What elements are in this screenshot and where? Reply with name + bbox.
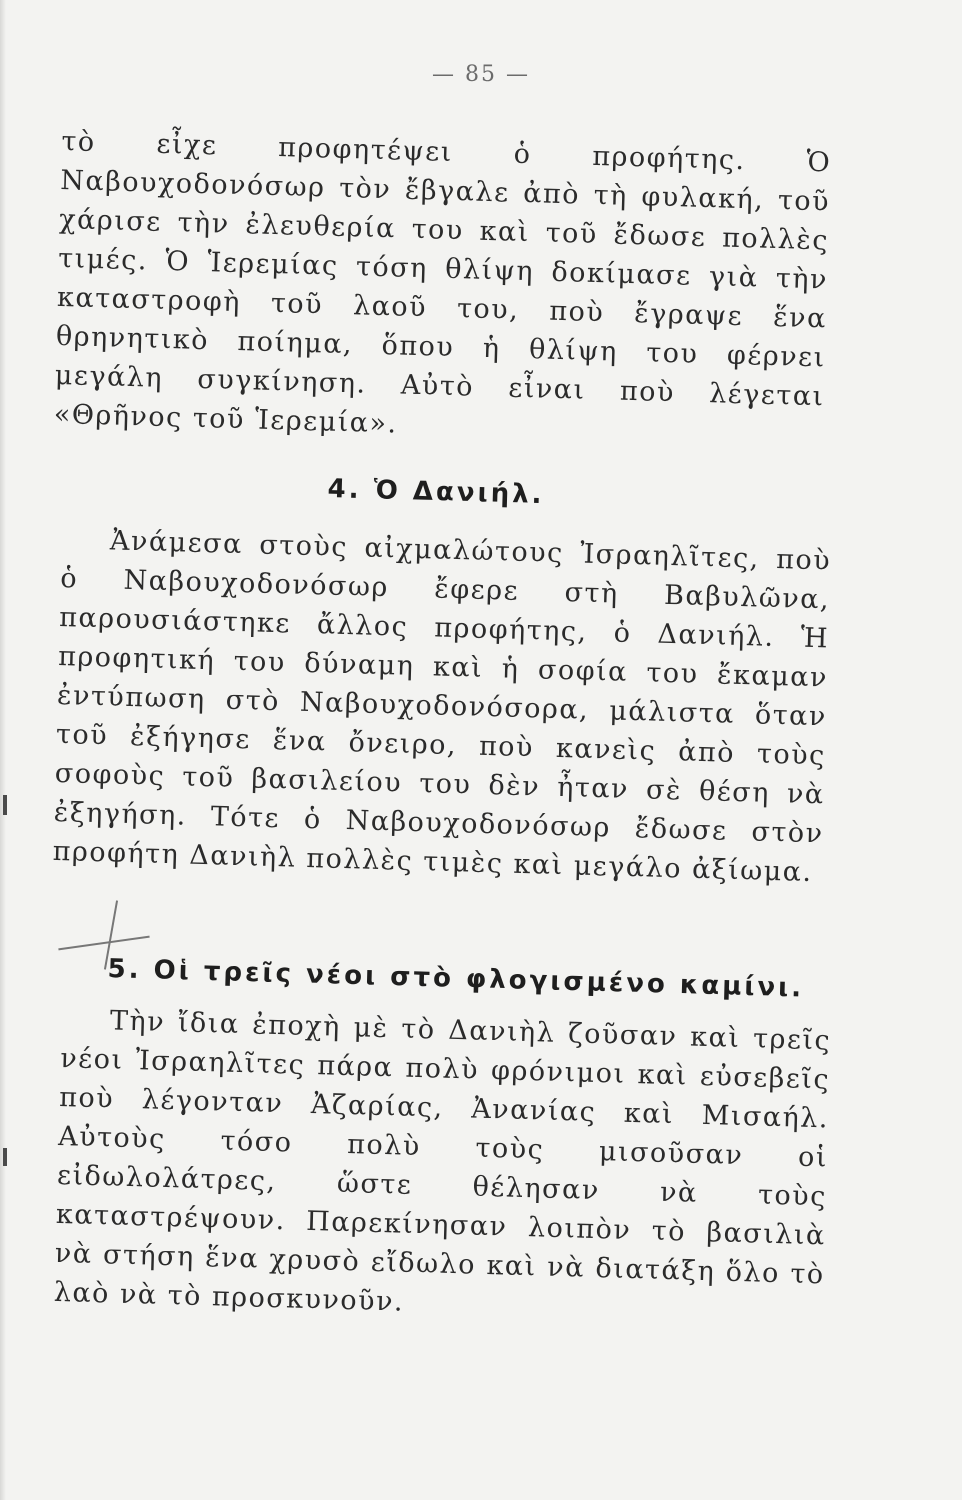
paragraph-block-3 <box>53 1000 831 1333</box>
section-heading-4: 4. Ὁ Δανιήλ. <box>327 474 545 511</box>
section-heading-5: 5. Οἱ τρεῖς νέοι στὸ φλογισμένο καμίνι. <box>107 954 805 1004</box>
margin-mark <box>3 795 7 815</box>
page-number: — 85 — <box>432 62 530 87</box>
paragraph-3: Τὴν ἴδια ἐποχὴ μὲ τὸ Δανιὴλ ζοῦσαν καὶ τρεῖς νέοι Ἰσραηλῖτες πάρα πολὺ φρόνιμοι καὶ εὐσεβεῖς ποὺ λέγονταν Ἀζαρίας, Ἀνανίας καὶ Μισαήλ. Αὐτοὺς τόσο πολὺ τοὺς μισοῦσαν οἱ εἰδωλολάτρες, ὥστε θέλησαν νὰ τοὺς καταστρέψουν. Παρεκίνησαν λοιπὸν τὸ βασιλιὰ νὰ στήση ἕνα χρυσὸ εἴδωλο καὶ νὰ διατάξη ὅλο τὸ λαὸ νὰ τὸ προσκυνοῦν. <box>53 1005 832 1318</box>
margin-mark <box>3 1148 7 1166</box>
paragraph-1: τὸ εἶχε προφητέψει ὁ προφήτης. Ὁ Ναβουχοδονόσωρ τὸν ἔβγαλε ἀπὸ τὴ φυλακή, τοῦ χάρισε τὴν ἐλευθερία του καὶ τοῦ ἔδωσε πολλὲς τιμές. Ὁ Ἱερεμίας τόση θλίψη δοκίμασε γιὰ τὴν καταστροφὴ τοῦ λαοῦ του, ποὺ ἔγραψε ἕνα θρηνητικὸ ποίημα, ὅπου ἡ θλίψη του φέρνει μεγάλη συγκίνηση. Αὐτὸ εἶναι ποὺ λέγεται «Θρῆνος τοῦ Ἱερεμία». <box>53 125 832 440</box>
paragraph-2: Ἀνάμεσα στοὺς αἰχμαλώτους Ἰσραηλῖτες, ποὺ ὁ Ναβουχοδονόσωρ ἔφερε στὴ Βαβυλῶνα, παρουσιάστηκε ἄλλος προφήτης, ὁ Δανιήλ. Ἡ προφητική του δύναμη καὶ ἡ σοφία του ἔκαμαν ἐντύπωση στὸ Ναβουχοδονόσορα, μάλιστα ὅταν τοῦ ἐξήγησε ἕνα ὄνειρο, ποὺ κανεὶς ἀπὸ τοὺς σοφοὺς τοῦ βασιλείου του δὲν ἦταν σὲ θέση νὰ ἐξηγήση. Τότε ὁ Ναβουχοδονόσωρ ἔδωσε στὸν προφήτη Δανιὴλ πολλὲς τιμὲς καὶ μεγάλο ἀξίωμα. <box>52 525 832 889</box>
paragraph-block-2 <box>52 520 832 892</box>
scan-edge <box>0 0 6 1500</box>
paragraph-block-1 <box>53 122 831 455</box>
pencil-mark <box>58 936 149 951</box>
